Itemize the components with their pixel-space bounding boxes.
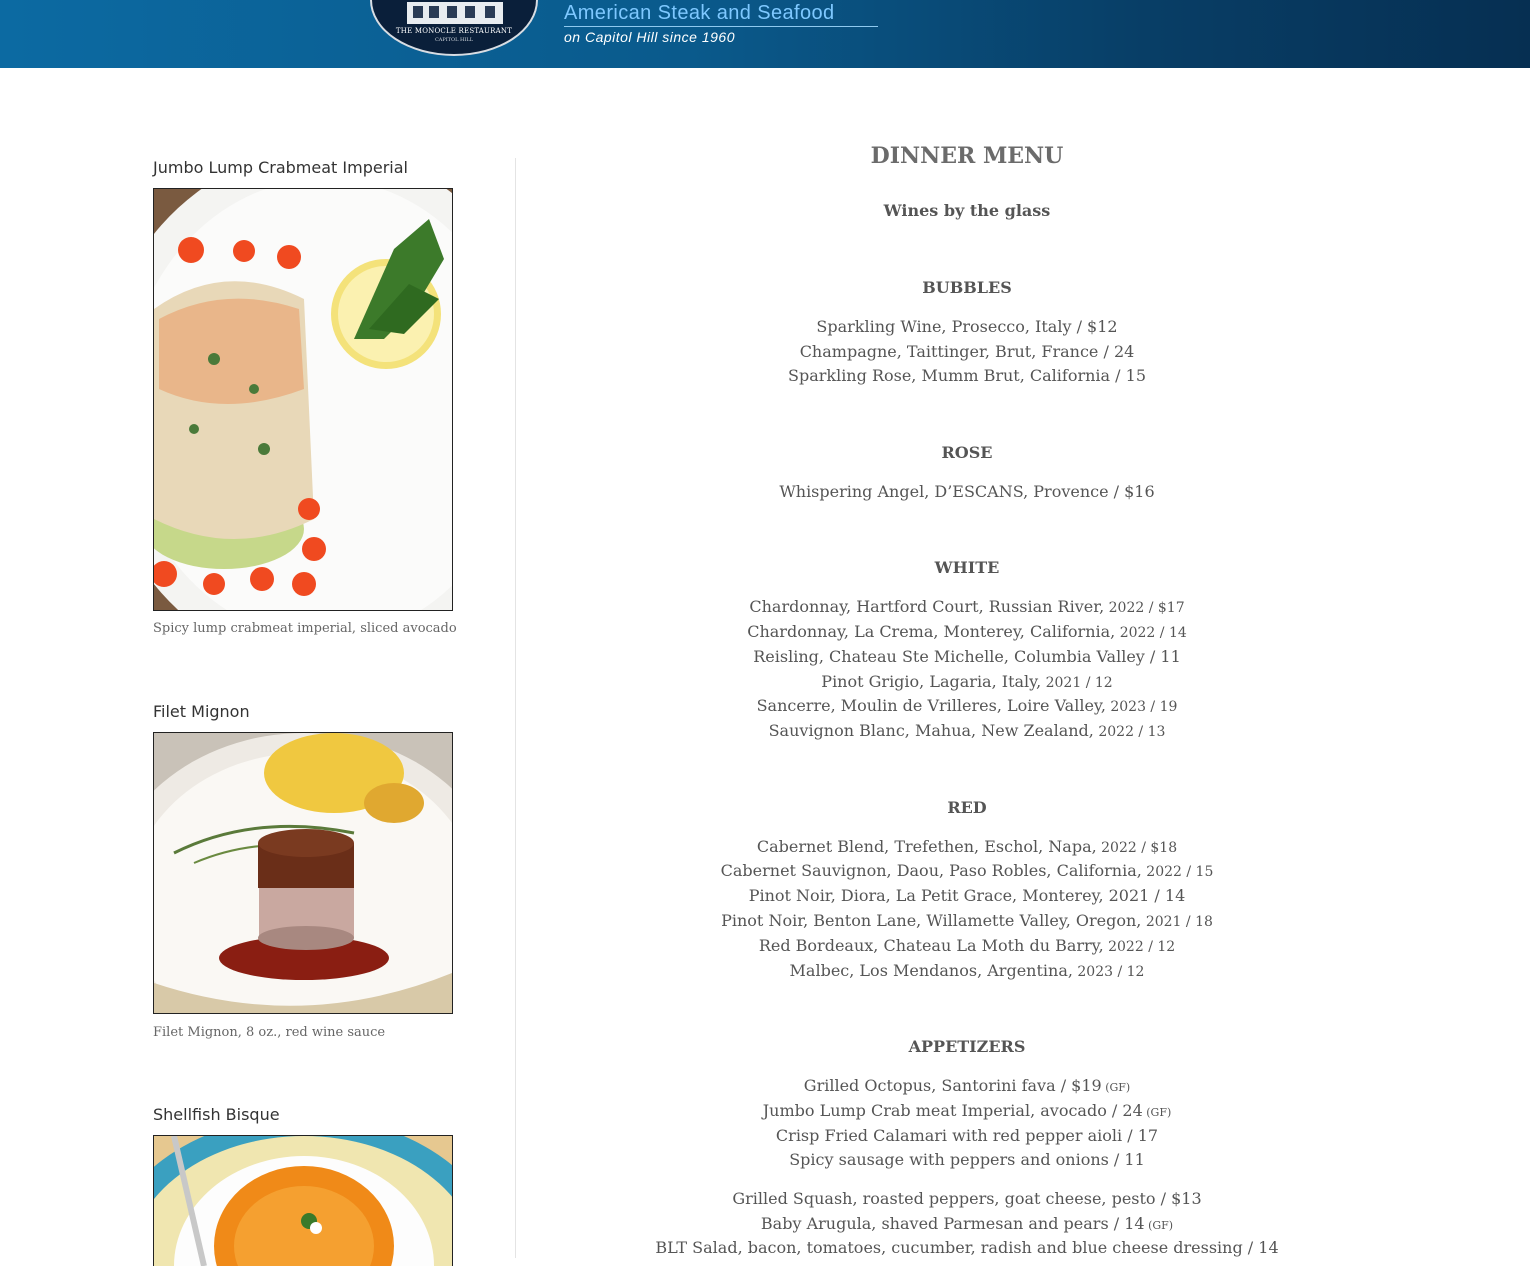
wine-vintage-price: 2021 / 18 — [1141, 914, 1213, 930]
dish-title: Shellfish Bisque — [153, 1105, 280, 1124]
shellfish-bisque-photo[interactable] — [153, 1135, 453, 1266]
gluten-free-tag: (GF) — [1144, 1219, 1174, 1232]
dish-caption: Spicy lump crabmeat imperial, sliced avocado — [153, 621, 457, 636]
menu-item — [640, 721, 1294, 740]
dish-name-price: Spicy sausage with peppers and onions / 11 — [789, 1150, 1145, 1169]
wine-name: Malbec, Los Mendanos, Argentina, — [789, 961, 1073, 980]
section-heading-bubbles: BUBBLES — [922, 278, 1012, 297]
dish-name-price: Baby Arugula, shaved Parmesan and pears / 14 — [760, 1214, 1145, 1233]
menu-item — [640, 1101, 1294, 1120]
menu-item — [640, 886, 1294, 905]
menu-item — [640, 622, 1294, 641]
header-tagline: American Steak and Seafood — [564, 2, 835, 24]
menu-item — [640, 1076, 1294, 1095]
featured-dish — [153, 1105, 280, 1124]
logo-name: THE MONOCLE RESTAURANT — [395, 27, 513, 35]
dish-caption: Filet Mignon, 8 oz., red wine sauce — [153, 1025, 386, 1040]
wine-vintage-price: 2022 / 13 — [1093, 724, 1166, 740]
wine-name: Reisling, Chateau Ste Michelle, Columbia Valley / 11 — [753, 647, 1181, 666]
filet-mignon-photo[interactable] — [153, 732, 453, 1014]
section-heading-red: RED — [947, 798, 987, 817]
menu-item: Champagne, Taittinger, Brut, France / 24 — [799, 342, 1135, 361]
menu-item — [640, 1150, 1294, 1169]
restaurant-logo[interactable] — [370, 0, 538, 56]
header-subtagline: on Capitol Hill since 1960 — [564, 29, 735, 45]
wine-vintage-price: 2022 / 15 — [1141, 864, 1214, 880]
menu-item — [640, 696, 1294, 715]
gluten-free-tag: (GF) — [1142, 1106, 1172, 1119]
site-header — [0, 0, 1530, 68]
wine-name: Cabernet Sauvignon, Daou, Paso Robles, California, — [720, 861, 1142, 880]
menu-item — [640, 1126, 1294, 1145]
menu-item — [640, 961, 1294, 980]
section-heading-rose: ROSE — [941, 443, 993, 462]
dish-name-price: Jumbo Lump Crab meat Imperial, avocado / 24 — [762, 1101, 1143, 1120]
wine-vintage-price: 2022 / 12 — [1103, 939, 1176, 955]
wine-name: Sancerre, Moulin de Vrilleres, Loire Valley, — [756, 696, 1106, 715]
menu-item: Whispering Angel, D’ESCANS, Provence / $16 — [779, 482, 1155, 501]
menu-item — [640, 837, 1294, 856]
wine-name: Pinot Grigio, Lagaria, Italy, — [821, 672, 1042, 691]
column-divider — [515, 158, 516, 1258]
dish-name-price: BLT Salad, bacon, tomatoes, cucumber, radish and blue cheese dressing / 14 — [655, 1238, 1279, 1257]
dish-title: Filet Mignon — [153, 702, 250, 721]
wine-vintage-price: 2022 / $18 — [1096, 840, 1178, 856]
wine-vintage-price: 2023 / 12 — [1072, 964, 1145, 980]
dish-title: Jumbo Lump Crabmeat Imperial — [153, 158, 408, 177]
menu-item: Sparkling Rose, Mumm Brut, California / 15 — [787, 366, 1146, 385]
wine-name: Cabernet Blend, Trefethen, Eschol, Napa, — [756, 837, 1097, 856]
menu-subtitle: Wines by the glass — [883, 201, 1051, 220]
wine-vintage-price: 2022 / 14 — [1115, 625, 1187, 641]
dish-name-price: Grilled Octopus, Santorini fava / $19 — [803, 1076, 1102, 1095]
tagline-divider — [564, 26, 878, 27]
wine-vintage-price: 2022 / $17 — [1104, 600, 1185, 616]
wine-name: Pinot Noir, Benton Lane, Willamette Valley, Oregon, — [721, 911, 1142, 930]
menu-item — [640, 1214, 1294, 1233]
menu-item — [640, 1189, 1294, 1208]
wine-name: Chardonnay, Hartford Court, Russian River, — [749, 597, 1105, 616]
wine-name: Pinot Noir, Diora, La Petit Grace, Monterey, 2021 / 14 — [748, 886, 1186, 905]
wine-name: Sauvignon Blanc, Mahua, New Zealand, — [768, 721, 1094, 740]
menu-item — [640, 1238, 1294, 1257]
wine-vintage-price: 2023 / 19 — [1105, 699, 1178, 715]
dish-name-price: Crisp Fried Calamari with red pepper aioli / 17 — [775, 1126, 1159, 1145]
crabmeat-photo[interactable] — [153, 188, 453, 611]
menu-item — [640, 936, 1294, 955]
dish-name-price: Grilled Squash, roasted peppers, goat cheese, pesto / $13 — [732, 1189, 1202, 1208]
wine-vintage-price: 2021 / 12 — [1041, 675, 1113, 691]
featured-dish — [153, 702, 250, 721]
gluten-free-tag: (GF) — [1101, 1081, 1131, 1094]
wine-name: Red Bordeaux, Chateau La Moth du Barry, — [758, 936, 1104, 955]
menu-title: DINNER MENU — [870, 143, 1064, 169]
menu-item: Sparkling Wine, Prosecco, Italy / $12 — [816, 317, 1118, 336]
featured-dish — [153, 158, 408, 177]
menu-item — [640, 647, 1294, 666]
menu-item — [640, 861, 1294, 880]
menu-item — [640, 597, 1294, 616]
menu-item — [640, 911, 1294, 930]
menu-item — [640, 672, 1294, 691]
building-illustration — [407, 2, 503, 24]
section-heading-appetizers: APPETIZERS — [908, 1037, 1026, 1056]
wine-name: Chardonnay, La Crema, Monterey, California, — [747, 622, 1116, 641]
section-heading-white: WHITE — [934, 558, 1000, 577]
logo-location: CAPITOL HILL — [434, 37, 474, 43]
